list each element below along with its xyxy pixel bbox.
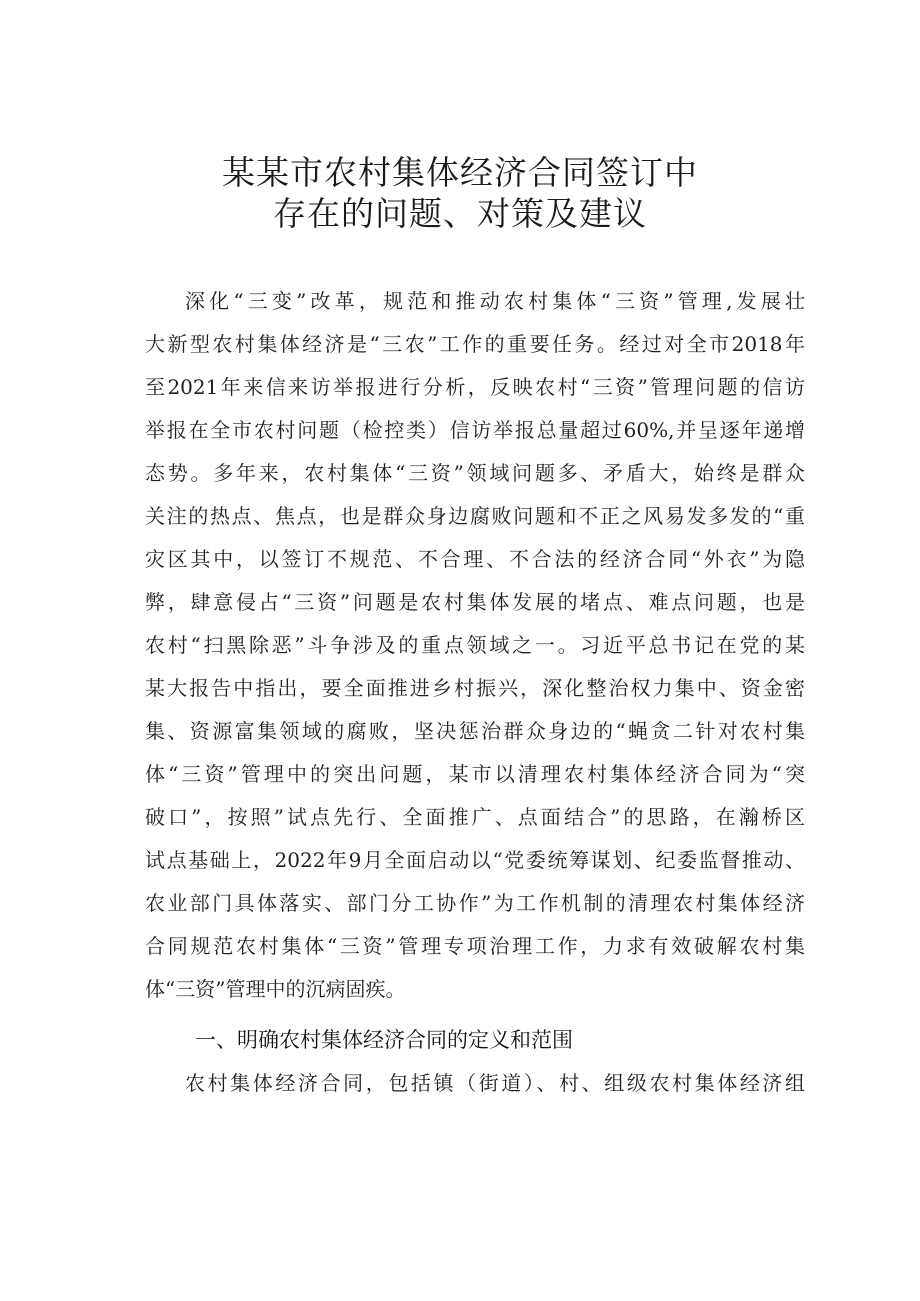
paragraph-line: 试点基础上，2022年9月全面启动以“党委统筹谋划、纪委监督推动、 [145,848,805,872]
paragraph-line: 农村“扫黑除恶”斗争涉及的重点领域之一。习近平总书记在党的某 [145,633,805,657]
paragraph-line: 弊，肆意侵占“三资”问题是农村集体发展的堵点、难点问题，也是 [145,590,805,614]
paragraph-line: 农村集体经济合同，包括镇（街道）、村、组级农村集体经济组 [185,1071,805,1095]
section-heading-1: 一、明确农村集体经济合同的定义和范围 [195,1028,573,1052]
paragraph-line: 态势。多年来，农村集体“三资”领域问题多、矛盾大，始终是群众 [145,461,805,485]
paragraph-line: 合同规范农村集体“三资”管理专项治理工作，力求有效破解农村集 [145,934,805,958]
paragraph-line: 体“三资”管理中的突出问题，某市以清理农村集体经济合同为“突 [145,762,805,786]
paragraph-line: 某大报告中指出，要全面推进乡村振兴，深化整治权力集中、资金密 [145,676,805,700]
paragraph-line: 大新型农村集体经济是“三农”工作的重要任务。经过对全市2018年 [145,332,805,356]
paragraph-line: 深化“三变”改革，规范和推动农村集体“三资”管理,发展壮 [185,289,805,313]
paragraph-line: 至2021年来信来访举报进行分析，反映农村“三资”管理问题的信访 [145,375,805,399]
paragraph-line: 灾区其中，以签订不规范、不合理、不合法的经济合同“外衣”为隐 [145,547,805,571]
paragraph-line: 体“三资”管理中的沉病固疾。 [145,977,406,1001]
paragraph-line: 举报在全市农村问题（检控类）信访举报总量超过60%,并呈逐年递增 [145,418,805,442]
paragraph-line: 关注的热点、焦点，也是群众身边腐败问题和不正之风易发多发的“重 [145,504,805,528]
paragraph-line: 农业部门具体落实、部门分工协作”为工作机制的清理农村集体经济 [145,891,805,915]
paragraph-line: 破口”，按照”试点先行、全面推广、点面结合”的思路，在瀚桥区 [145,805,805,829]
paragraph-line: 集、资源富集领域的腐败，坚决惩治群众身边的“蝇贪二针对农村集 [145,719,805,743]
document-title-line-2: 存在的问题、对策及建议 [273,194,647,233]
document-title-line-1: 某某市农村集体经济合同签订中 [222,153,698,192]
